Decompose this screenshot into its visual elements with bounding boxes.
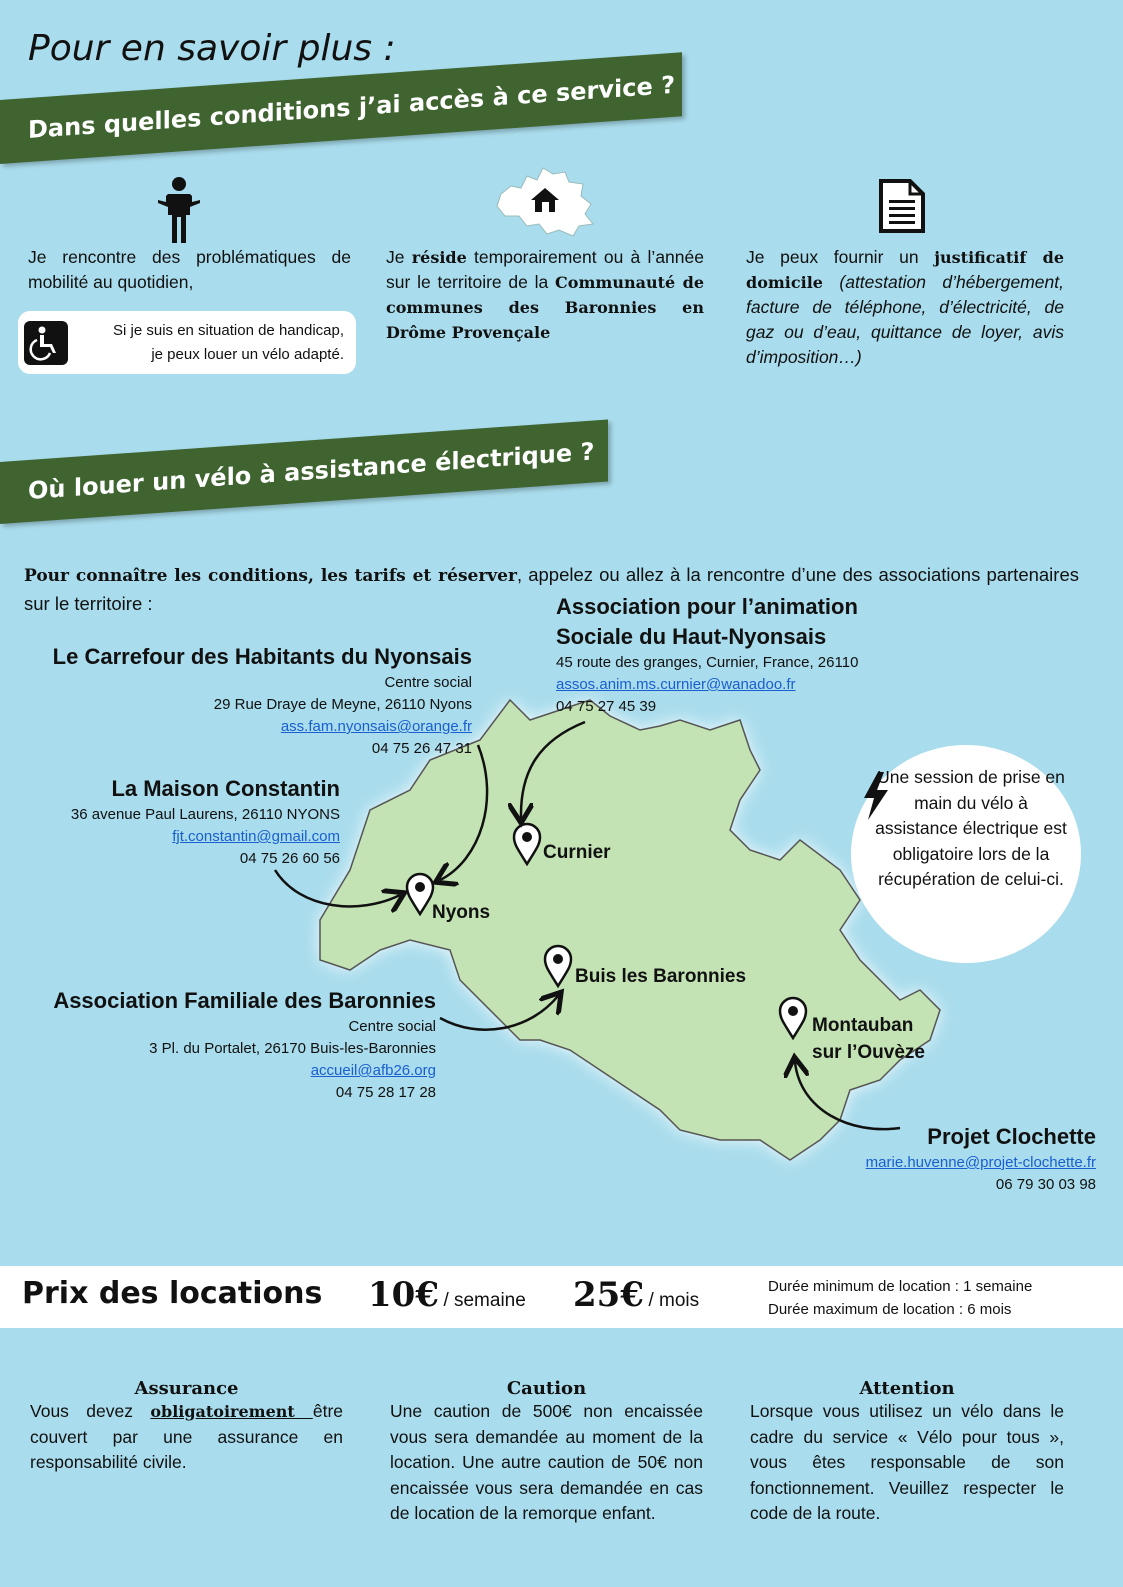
condition-mobility: Je rencontre des problématiques de mobilité au quotidien, (28, 247, 351, 292)
assoc-familiale-type: Centre social (348, 1018, 436, 1035)
city-montauban-line-1: Montauban (812, 1015, 914, 1036)
info-caution (390, 1378, 703, 1527)
assurance-bold: obligatoirement (150, 1402, 313, 1421)
assoc-carrefour-email[interactable]: ass.fam.nyonsais@orange.fr (280, 718, 472, 735)
assoc-animation-phone: 04 75 27 45 39 (556, 698, 657, 715)
price-week (368, 1275, 526, 1315)
proof-pre: Je peux fournir un (746, 247, 935, 267)
residence-bold: réside (411, 248, 467, 267)
proof-examples: (attestation d’hébergement, facture de téléphone, d’électricité, de gaz ou d’eau, quittance de loyer, avis d’imposition…) (746, 272, 1064, 367)
residence-pre: Je (386, 247, 412, 267)
attention-text: Lorsque vous utilisez un vélo dans le cadre du service « Vélo pour tous », vous êtes responsable de son fonctionnement. Veuillez respecter le code de la route. (750, 1401, 1064, 1523)
duration-info (768, 1275, 1032, 1321)
assurance-pre: Vous devez (30, 1401, 151, 1421)
assoc-familiale-phone: 04 75 28 17 28 (335, 1084, 436, 1101)
assoc-clochette-phone: 06 79 30 03 98 (995, 1176, 1096, 1193)
assoc-constantin-phone: 04 75 26 60 56 (239, 850, 340, 867)
city-nyons: Nyons (432, 902, 491, 923)
assoc-clochette-email[interactable]: marie.huvenne@projet-clochette.fr (865, 1154, 1096, 1171)
page-title: Pour en savoir plus : (28, 28, 396, 69)
assurance-post: être couvert par une assurance en responsabilité civile. (30, 1401, 343, 1472)
price-title: Prix des locations (22, 1276, 323, 1311)
intro-rest: , appelez ou allez à la rencontre d’une des associations partenaires sur le territoire : (24, 564, 1079, 614)
price-month-amount: 25€ (573, 1275, 644, 1315)
price-week-amount: 10€ (368, 1275, 439, 1315)
assoc-animation-email[interactable]: assos.anim.ms.curnier@wanadoo.fr (556, 676, 796, 693)
assoc-familiale-name: Association Familiale des Baronnies (53, 988, 436, 1013)
assoc-animation-name-2: Sociale du Haut-Nyonsais (556, 624, 827, 649)
arrow-clochette (795, 1062, 900, 1129)
assoc-clochette-name: Projet Clochette (927, 1124, 1096, 1149)
info-assurance (30, 1378, 343, 1476)
city-buis: Buis les Baronnies (575, 966, 747, 987)
assurance-title: Assurance (134, 1378, 239, 1399)
banner-rental-label: Où louer un vélo à assistance électrique ? (28, 437, 595, 506)
assoc-carrefour-phone: 04 75 26 47 31 (371, 740, 472, 757)
assoc-animation (556, 592, 976, 718)
city-montauban-line-2: sur l’Ouvèze (812, 1042, 925, 1063)
arrow-animation (521, 722, 585, 818)
caution-title: Caution (506, 1378, 587, 1399)
assoc-familiale-address: 3 Pl. du Portalet, 26170 Buis-les-Baronnies (149, 1040, 436, 1057)
arrow-familiale (440, 996, 558, 1030)
assoc-animation-address: 45 route des granges, Curnier, France, 26110 (556, 654, 859, 671)
handicap-line-2: je peux louer un vélo adapté. (151, 346, 344, 363)
assoc-carrefour-name: Le Carrefour des Habitants du Nyonsais (52, 644, 472, 669)
residence-territory: Communauté de communes des Baronnies en Drôme Provençale (386, 273, 704, 342)
arrow-constantin (275, 870, 400, 906)
assoc-constantin-address: 36 avenue Paul Laurens, 26110 NYONS (70, 806, 340, 823)
assoc-animation-name-1: Association pour l’animation (556, 594, 858, 619)
banner-conditions-label: Dans quelles conditions j’ai accès à ce service ? (28, 70, 676, 145)
assoc-constantin (0, 774, 340, 870)
attention-title: Attention (859, 1378, 955, 1399)
handicap-line-1: Si je suis en situation de handicap, (113, 322, 344, 339)
intro-bold: Pour connaître les conditions, les tarifs et réserver (24, 566, 517, 586)
assurance-text (30, 1399, 343, 1476)
assoc-constantin-name: La Maison Constantin (111, 776, 340, 801)
caution-text: Une caution de 500€ non encaissée vous sera demandée au moment de la location. Une autre caution de 50€ non encaissée vous sera demandée en cas de location de la remorque enfant. (390, 1401, 703, 1523)
duration-min: Durée minimum de location : 1 semaine (768, 1278, 1033, 1295)
proof-bold: justificatif de domicile (746, 248, 1065, 292)
bubble-text: Une session de prise en main du vélo à assistance électrique est obligatoire lors de la récupération de celui-ci. (875, 767, 1067, 889)
assoc-clochette (700, 1122, 1096, 1196)
duration-max: Durée maximum de location : 6 mois (768, 1301, 1012, 1318)
info-attention (750, 1378, 1064, 1527)
city-curnier: Curnier (543, 842, 611, 863)
price-month-unit: / mois (648, 1290, 700, 1311)
assoc-carrefour-address: 29 Rue Draye de Meyne, 26110 Nyons (213, 696, 472, 713)
price-month (573, 1275, 699, 1315)
assoc-familiale (0, 986, 436, 1104)
arrow-carrefour (440, 745, 487, 880)
assoc-familiale-email[interactable]: accueil@afb26.org (310, 1062, 436, 1079)
assoc-carrefour-type: Centre social (384, 674, 472, 691)
assoc-carrefour (0, 642, 472, 760)
residence-mid: temporairement ou à l’année sur le territoire de la (386, 247, 704, 292)
price-week-unit: / semaine (443, 1290, 526, 1311)
assoc-constantin-email[interactable]: fjt.constantin@gmail.com (172, 828, 340, 845)
